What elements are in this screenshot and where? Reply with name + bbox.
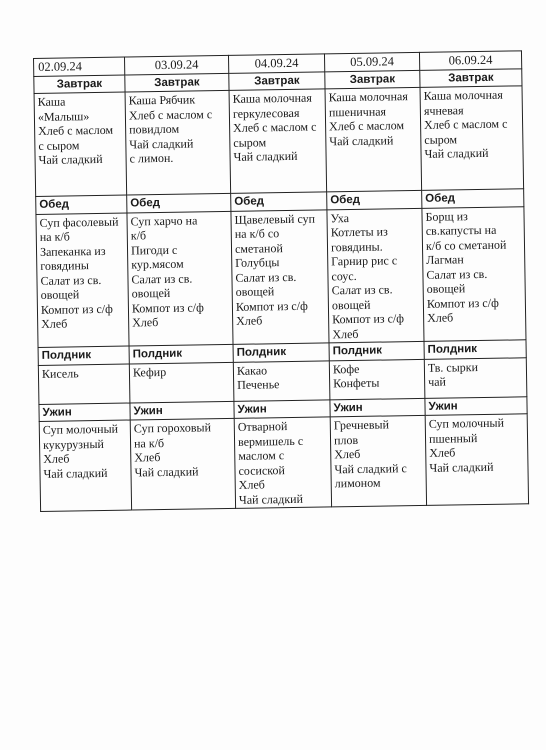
menu-item-line: с лимон. — [129, 150, 174, 166]
menu-item-line: геркулесовая — [232, 105, 300, 121]
menu-item-line: овощей — [426, 281, 466, 296]
date-cell: 03.09.24 — [124, 55, 228, 74]
menu-item-line: Суп гороховый — [133, 420, 212, 436]
menu-item-line: Салат из св. — [131, 271, 193, 286]
date-cell: 02.09.24 — [34, 57, 125, 76]
menu-item-line: Суп фасолевый — [39, 214, 119, 230]
menu-cell — [130, 418, 235, 510]
menu-item-line: сыром — [233, 134, 267, 150]
meal-heading: Полдник — [424, 340, 526, 359]
menu-item-line: овощей — [40, 287, 80, 302]
menu-item-line: к/б — [130, 228, 147, 243]
menu-item-line: Тв. сырки — [427, 359, 479, 375]
menu-item-line: «Малыш» — [37, 108, 90, 124]
menu-item-line: Хлеб — [236, 313, 263, 328]
menu-item-line: Отварной — [237, 419, 288, 434]
menu-cell — [234, 417, 331, 508]
meal-heading: Обед — [422, 189, 524, 208]
menu-item-line: ячневая — [423, 102, 464, 118]
menu-item-line: Хлеб с маслом — [329, 118, 405, 134]
menu-cell — [420, 86, 524, 191]
menu-cell — [229, 89, 327, 193]
menu-item-line: на к/б — [133, 435, 165, 450]
meal-heading: Ужин — [425, 396, 527, 415]
menu-item-line: Суп молочный — [428, 415, 505, 431]
menu-item-line: лимоном — [334, 475, 381, 491]
menu-cell — [329, 359, 425, 399]
menu-cell — [129, 362, 234, 403]
menu-item-line: Чай сладкий с — [334, 460, 407, 476]
meal-heading: Завтрак — [125, 73, 229, 92]
meal-heading: Обед — [36, 195, 127, 214]
menu-item-line: Пигоди с — [130, 242, 178, 257]
menu-sheet — [33, 50, 528, 512]
menu-item-line: на к/б — [39, 229, 70, 244]
menu-cell — [39, 420, 131, 511]
menu-item-line: Суп харчо на — [130, 212, 198, 228]
date-cell: 06.09.24 — [419, 51, 521, 70]
menu-cell — [36, 213, 129, 348]
menu-item-line: овощей — [331, 297, 371, 312]
menu-item-line: Салат из св. — [235, 269, 297, 285]
menu-item-line: Конфеты — [333, 375, 380, 391]
menu-item-line: Компот из с/ф — [131, 299, 204, 315]
menu-item-line: Чай сладкий — [134, 463, 199, 479]
menu-item-line: Чай сладкий — [38, 151, 103, 167]
meal-items-row-lunch — [36, 206, 526, 347]
menu-item-line: Хлеб — [332, 326, 359, 341]
menu-item-line: Гречневый — [333, 417, 390, 433]
menu-item-line: Компот из с/ф — [40, 301, 113, 317]
menu-item-line: овощей — [235, 284, 275, 299]
meal-heading: Завтрак — [34, 75, 125, 94]
menu-item-line: пшеничная — [328, 103, 387, 119]
menu-item-line: Каша молочная — [423, 87, 503, 103]
menu-item-line: Котлеты из — [330, 224, 388, 240]
menu-item-line: сосиской — [238, 462, 285, 478]
menu-item-line: Хлеб с маслом с — [128, 106, 213, 122]
menu-item-line: Уха — [330, 210, 350, 225]
menu-item-line: Хлеб с маслом с — [423, 116, 508, 132]
menu-item-line: св.капусты на — [425, 222, 497, 238]
menu-item-line: Кисель — [41, 365, 79, 381]
menu-item-line: Салат из св. — [426, 266, 488, 282]
menu-table — [33, 50, 529, 512]
menu-item-line: Чай сладкий — [329, 132, 394, 148]
meal-heading: Ужин — [330, 398, 425, 417]
meal-heading: Обед — [127, 193, 231, 212]
menu-item-line: на к/б со — [234, 226, 280, 241]
menu-item-line: говядины — [40, 258, 90, 273]
menu-cell — [38, 364, 130, 404]
date-cell: 05.09.24 — [324, 52, 419, 71]
menu-item-line: Чай сладкий — [129, 135, 194, 151]
menu-item-line: Хлеб с маслом с — [233, 119, 317, 135]
menu-item-line: кур.мясом — [131, 256, 184, 272]
menu-item-line: Хлеб — [429, 445, 456, 460]
menu-item-line: маслом с — [238, 448, 285, 463]
menu-item-line: Суп молочный — [42, 421, 119, 437]
menu-cell — [327, 208, 424, 343]
meal-heading: Ужин — [39, 403, 130, 422]
meal-heading: Обед — [231, 192, 327, 211]
menu-item-line: Хлеб с маслом — [38, 122, 114, 138]
menu-item-line: Хлеб — [132, 315, 159, 330]
menu-cell — [127, 211, 233, 346]
menu-cell — [424, 357, 527, 398]
menu-item-line: Хлеб — [334, 446, 361, 462]
meal-heading: Ужин — [130, 401, 234, 420]
menu-item-line: повидлом — [129, 121, 180, 137]
menu-item-line: Салат из св. — [331, 282, 393, 298]
meal-heading: Полдник — [38, 346, 129, 365]
menu-item-line: Щавелевый суп — [234, 211, 316, 227]
menu-item-line: Лагман — [426, 252, 464, 267]
menu-cell — [425, 414, 528, 506]
meal-heading: Завтрак — [229, 71, 325, 90]
menu-item-line: Каша молочная — [328, 89, 408, 105]
menu-item-line: Гарнир рис с — [331, 253, 398, 269]
menu-item-line: Хлеб — [427, 310, 454, 325]
menu-item-line: соус. — [331, 268, 357, 283]
menu-item-line: вермишель с — [237, 433, 304, 449]
menu-item-line: Чай сладкий — [424, 145, 489, 161]
menu-item-line: Кофе — [332, 361, 360, 376]
menu-item-line: Чай сладкий — [238, 491, 304, 507]
menu-item-line: Хлеб — [238, 477, 265, 492]
menu-item-line: Каша — [37, 94, 66, 109]
menu-cell — [325, 87, 422, 191]
meal-heading: Полдник — [329, 341, 424, 360]
menu-item-line: плов — [333, 432, 359, 447]
meal-items-row-supper — [39, 414, 528, 512]
meal-heading: Обед — [327, 190, 422, 209]
menu-item-line: Запеканка из — [39, 243, 106, 259]
menu-cell — [231, 209, 329, 344]
menu-item-line: Чай сладкий — [43, 465, 108, 481]
menu-item-line: сыром — [424, 131, 458, 147]
menu-item-line: говядины. — [330, 239, 383, 254]
menu-item-line: Хлеб — [41, 316, 68, 331]
menu-cell — [34, 92, 127, 196]
menu-item-line: Какао — [236, 362, 268, 378]
meal-heading: Завтрак — [325, 70, 420, 89]
meal-heading: Полдник — [129, 344, 233, 363]
menu-item-line: Чай сладкий — [429, 459, 494, 475]
menu-item-line: Компот из с/ф — [426, 295, 499, 311]
menu-item-line: Голубцы — [235, 255, 280, 270]
menu-item-line: кукурузный — [42, 436, 104, 452]
menu-item-line: Салат из св. — [40, 272, 102, 288]
menu-item-line: Хлеб — [134, 450, 161, 465]
meal-heading: Завтрак — [420, 68, 522, 87]
menu-item-line: Компот из с/ф — [235, 298, 308, 314]
menu-item-line: Кефир — [132, 364, 167, 379]
meal-items-row-breakfast — [34, 86, 524, 197]
menu-item-line: Каша Рябчик — [128, 92, 196, 108]
menu-cell — [125, 90, 231, 195]
menu-item-line: Печенье — [237, 377, 280, 392]
menu-item-line: Каша молочная — [232, 90, 312, 106]
menu-cell — [422, 206, 526, 341]
menu-item-line: Компот из с/ф — [332, 311, 405, 327]
meal-heading: Ужин — [234, 399, 330, 418]
menu-item-line: сметаной — [234, 240, 283, 256]
menu-item-line: Борщ из — [425, 208, 468, 224]
menu-item-line: с сыром — [38, 137, 80, 153]
menu-item-line: к/б со сметаной — [425, 237, 507, 253]
menu-item-line: чай — [428, 374, 447, 389]
date-cell: 04.09.24 — [228, 54, 324, 73]
menu-item-line: Чай сладкий — [233, 148, 298, 164]
menu-cell — [233, 360, 330, 401]
menu-item-line: пшенный — [428, 430, 478, 446]
menu-item-line: Хлеб — [43, 451, 70, 466]
menu-cell — [330, 415, 426, 506]
menu-item-line: овощей — [131, 285, 171, 301]
meal-heading: Полдник — [233, 343, 329, 362]
